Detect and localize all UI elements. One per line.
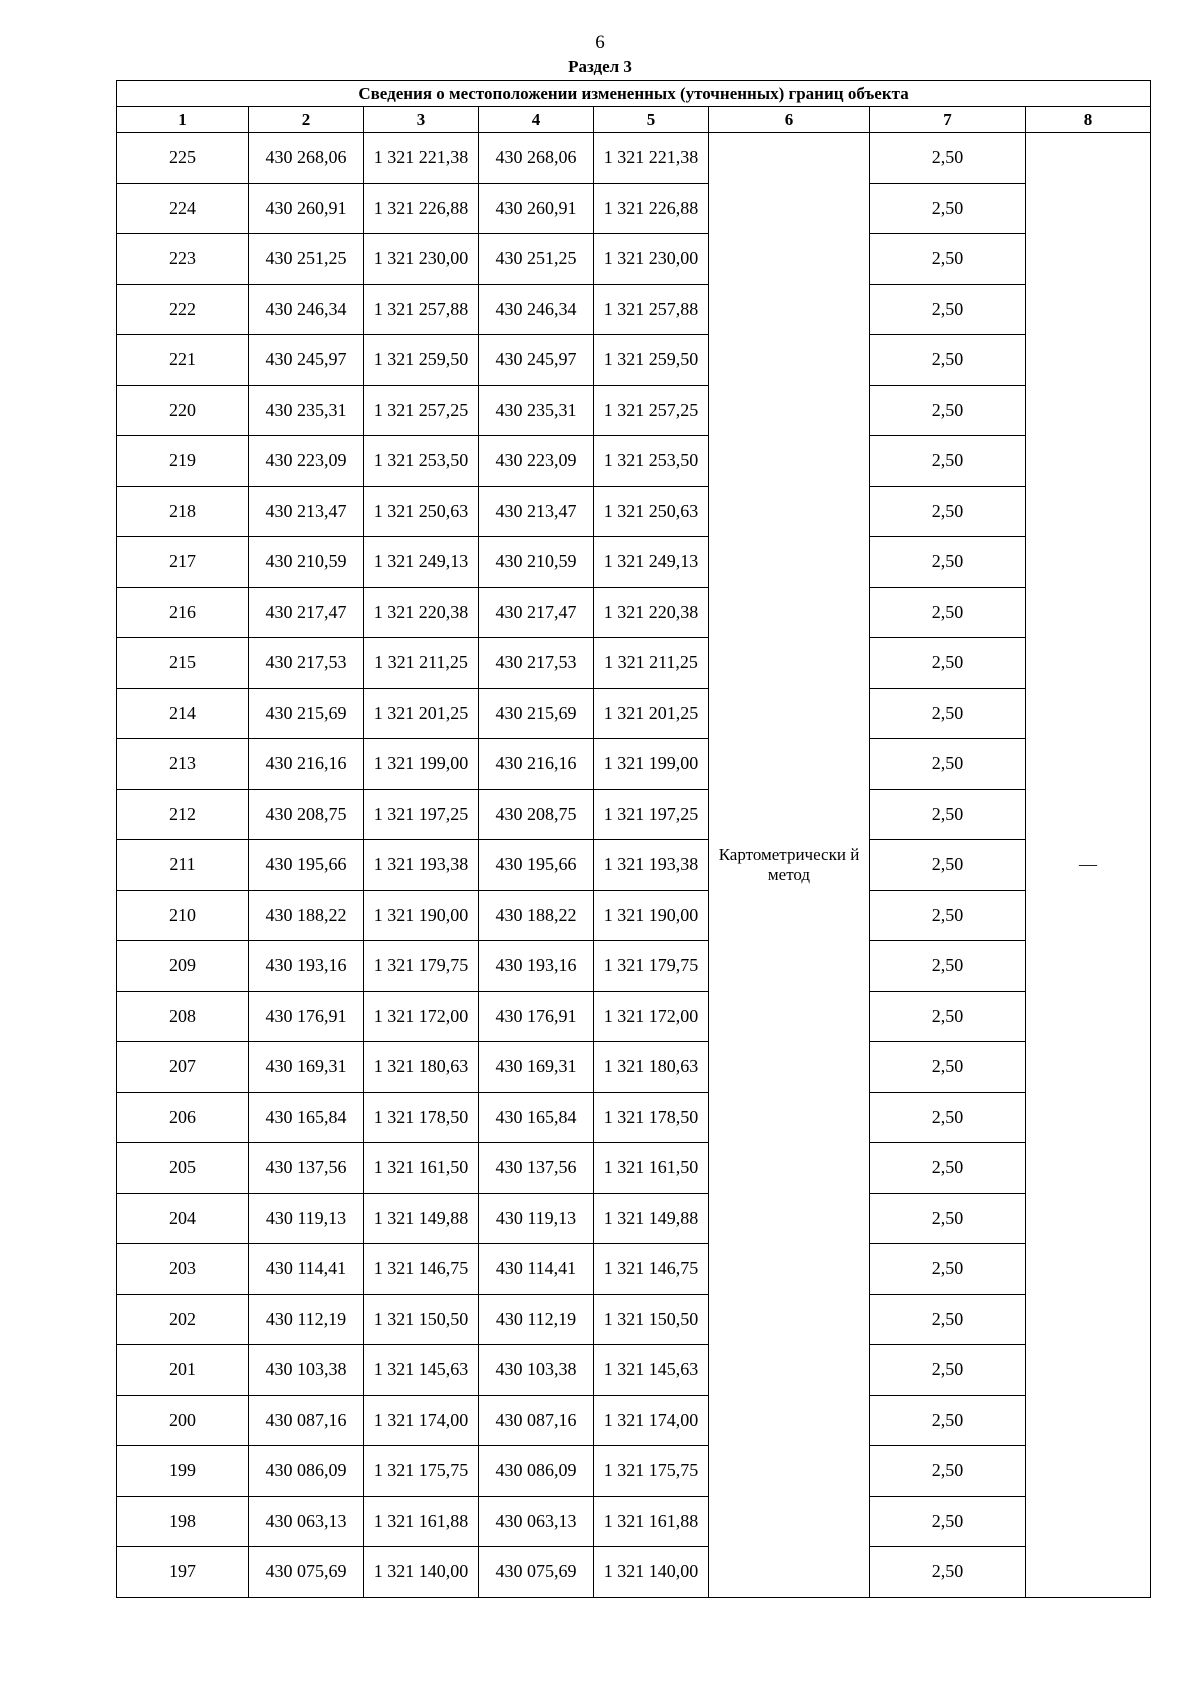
table-row <box>117 284 1151 335</box>
y-new-cell: 1 321 175,75 <box>594 1446 709 1497</box>
x-old-cell: 430 119,13 <box>249 1193 364 1244</box>
y-old-cell: 1 321 221,38 <box>364 133 479 184</box>
y-old-cell: 1 321 197,25 <box>364 789 479 840</box>
column-number: 8 <box>1026 107 1151 133</box>
y-old-cell: 1 321 180,63 <box>364 1042 479 1093</box>
accuracy-cell: 2,50 <box>870 739 1026 790</box>
y-old-cell: 1 321 257,88 <box>364 284 479 335</box>
x-old-cell: 430 268,06 <box>249 133 364 184</box>
x-old-cell: 430 114,41 <box>249 1244 364 1295</box>
table-row <box>117 890 1151 941</box>
x-old-cell: 430 260,91 <box>249 183 364 234</box>
point-number-cell: 207 <box>117 1042 249 1093</box>
table-row <box>117 1446 1151 1497</box>
table-row <box>117 638 1151 689</box>
column8-cell: — <box>1026 133 1151 1598</box>
y-old-cell: 1 321 230,00 <box>364 234 479 285</box>
y-new-cell: 1 321 221,38 <box>594 133 709 184</box>
x-new-cell: 430 176,91 <box>479 991 594 1042</box>
y-new-cell: 1 321 230,00 <box>594 234 709 285</box>
y-old-cell: 1 321 179,75 <box>364 941 479 992</box>
point-number-cell: 205 <box>117 1143 249 1194</box>
table-row <box>117 739 1151 790</box>
accuracy-cell: 2,50 <box>870 1547 1026 1598</box>
x-new-cell: 430 103,38 <box>479 1345 594 1396</box>
table-row <box>117 1345 1151 1396</box>
point-number-cell: 218 <box>117 486 249 537</box>
accuracy-cell: 2,50 <box>870 991 1026 1042</box>
table-row <box>117 991 1151 1042</box>
x-new-cell: 430 137,56 <box>479 1143 594 1194</box>
accuracy-cell: 2,50 <box>870 436 1026 487</box>
accuracy-cell: 2,50 <box>870 1193 1026 1244</box>
section-title: Раздел 3 <box>568 57 632 76</box>
y-new-cell: 1 321 149,88 <box>594 1193 709 1244</box>
x-new-cell: 430 169,31 <box>479 1042 594 1093</box>
table-row <box>117 385 1151 436</box>
x-old-cell: 430 246,34 <box>249 284 364 335</box>
x-new-cell: 430 188,22 <box>479 890 594 941</box>
accuracy-cell: 2,50 <box>870 284 1026 335</box>
y-old-cell: 1 321 161,50 <box>364 1143 479 1194</box>
y-new-cell: 1 321 250,63 <box>594 486 709 537</box>
accuracy-cell: 2,50 <box>870 335 1026 386</box>
accuracy-cell: 2,50 <box>870 890 1026 941</box>
x-old-cell: 430 087,16 <box>249 1395 364 1446</box>
coordinates-table <box>116 80 1151 1598</box>
x-new-cell: 430 075,69 <box>479 1547 594 1598</box>
table-row <box>117 1092 1151 1143</box>
table-row <box>117 941 1151 992</box>
x-new-cell: 430 215,69 <box>479 688 594 739</box>
x-old-cell: 430 188,22 <box>249 890 364 941</box>
y-old-cell: 1 321 249,13 <box>364 537 479 588</box>
table-row <box>117 587 1151 638</box>
accuracy-cell: 2,50 <box>870 133 1026 184</box>
y-new-cell: 1 321 178,50 <box>594 1092 709 1143</box>
page-number: 6 <box>595 32 605 53</box>
accuracy-cell: 2,50 <box>870 840 1026 891</box>
accuracy-cell: 2,50 <box>870 638 1026 689</box>
accuracy-cell: 2,50 <box>870 486 1026 537</box>
y-new-cell: 1 321 190,00 <box>594 890 709 941</box>
x-old-cell: 430 217,53 <box>249 638 364 689</box>
table-row <box>117 1496 1151 1547</box>
x-new-cell: 430 195,66 <box>479 840 594 891</box>
x-old-cell: 430 213,47 <box>249 486 364 537</box>
table-row <box>117 234 1151 285</box>
point-number-cell: 208 <box>117 991 249 1042</box>
column-number: 3 <box>364 107 479 133</box>
y-old-cell: 1 321 140,00 <box>364 1547 479 1598</box>
y-old-cell: 1 321 226,88 <box>364 183 479 234</box>
y-new-cell: 1 321 259,50 <box>594 335 709 386</box>
point-number-cell: 215 <box>117 638 249 689</box>
y-new-cell: 1 321 150,50 <box>594 1294 709 1345</box>
x-old-cell: 430 193,16 <box>249 941 364 992</box>
accuracy-cell: 2,50 <box>870 234 1026 285</box>
y-new-cell: 1 321 193,38 <box>594 840 709 891</box>
x-old-cell: 430 075,69 <box>249 1547 364 1598</box>
y-new-cell: 1 321 145,63 <box>594 1345 709 1396</box>
accuracy-cell: 2,50 <box>870 789 1026 840</box>
x-new-cell: 430 114,41 <box>479 1244 594 1295</box>
y-new-cell: 1 321 180,63 <box>594 1042 709 1093</box>
x-new-cell: 430 165,84 <box>479 1092 594 1143</box>
table-row <box>117 436 1151 487</box>
x-new-cell: 430 217,53 <box>479 638 594 689</box>
y-old-cell: 1 321 150,50 <box>364 1294 479 1345</box>
point-number-cell: 199 <box>117 1446 249 1497</box>
x-new-cell: 430 223,09 <box>479 436 594 487</box>
point-number-cell: 214 <box>117 688 249 739</box>
accuracy-cell: 2,50 <box>870 183 1026 234</box>
y-old-cell: 1 321 199,00 <box>364 739 479 790</box>
accuracy-cell: 2,50 <box>870 1496 1026 1547</box>
y-old-cell: 1 321 250,63 <box>364 486 479 537</box>
y-old-cell: 1 321 193,38 <box>364 840 479 891</box>
table-row <box>117 1143 1151 1194</box>
accuracy-cell: 2,50 <box>870 1092 1026 1143</box>
x-new-cell: 430 268,06 <box>479 133 594 184</box>
table-caption: Сведения о местоположении измененных (уточненных) границ объекта <box>117 81 1151 107</box>
y-new-cell: 1 321 172,00 <box>594 991 709 1042</box>
y-new-cell: 1 321 197,25 <box>594 789 709 840</box>
point-number-cell: 220 <box>117 385 249 436</box>
x-new-cell: 430 260,91 <box>479 183 594 234</box>
x-old-cell: 430 217,47 <box>249 587 364 638</box>
x-old-cell: 430 215,69 <box>249 688 364 739</box>
x-old-cell: 430 169,31 <box>249 1042 364 1093</box>
y-old-cell: 1 321 190,00 <box>364 890 479 941</box>
accuracy-cell: 2,50 <box>870 1042 1026 1093</box>
point-number-cell: 206 <box>117 1092 249 1143</box>
accuracy-cell: 2,50 <box>870 1294 1026 1345</box>
accuracy-cell: 2,50 <box>870 1446 1026 1497</box>
column-number: 7 <box>870 107 1026 133</box>
y-new-cell: 1 321 249,13 <box>594 537 709 588</box>
column-number: 1 <box>117 107 249 133</box>
y-new-cell: 1 321 140,00 <box>594 1547 709 1598</box>
point-number-cell: 212 <box>117 789 249 840</box>
table-row <box>117 335 1151 386</box>
x-old-cell: 430 112,19 <box>249 1294 364 1345</box>
point-number-cell: 222 <box>117 284 249 335</box>
accuracy-cell: 2,50 <box>870 688 1026 739</box>
accuracy-cell: 2,50 <box>870 385 1026 436</box>
x-new-cell: 430 086,09 <box>479 1446 594 1497</box>
x-new-cell: 430 193,16 <box>479 941 594 992</box>
point-number-cell: 225 <box>117 133 249 184</box>
point-number-cell: 201 <box>117 1345 249 1396</box>
y-old-cell: 1 321 178,50 <box>364 1092 479 1143</box>
y-old-cell: 1 321 174,00 <box>364 1395 479 1446</box>
x-new-cell: 430 216,16 <box>479 739 594 790</box>
accuracy-cell: 2,50 <box>870 1395 1026 1446</box>
y-old-cell: 1 321 172,00 <box>364 991 479 1042</box>
x-old-cell: 430 137,56 <box>249 1143 364 1194</box>
point-number-cell: 216 <box>117 587 249 638</box>
x-old-cell: 430 063,13 <box>249 1496 364 1547</box>
point-number-cell: 203 <box>117 1244 249 1295</box>
x-new-cell: 430 210,59 <box>479 537 594 588</box>
y-new-cell: 1 321 257,25 <box>594 385 709 436</box>
y-old-cell: 1 321 211,25 <box>364 638 479 689</box>
point-number-cell: 198 <box>117 1496 249 1547</box>
table-row <box>117 133 1151 184</box>
y-old-cell: 1 321 145,63 <box>364 1345 479 1396</box>
point-number-cell: 197 <box>117 1547 249 1598</box>
column-number: 4 <box>479 107 594 133</box>
y-new-cell: 1 321 253,50 <box>594 436 709 487</box>
x-old-cell: 430 195,66 <box>249 840 364 891</box>
x-old-cell: 430 210,59 <box>249 537 364 588</box>
x-old-cell: 430 251,25 <box>249 234 364 285</box>
table-row <box>117 1294 1151 1345</box>
point-number-cell: 200 <box>117 1395 249 1446</box>
point-number-cell: 217 <box>117 537 249 588</box>
x-new-cell: 430 208,75 <box>479 789 594 840</box>
table-row <box>117 183 1151 234</box>
x-old-cell: 430 223,09 <box>249 436 364 487</box>
y-new-cell: 1 321 161,50 <box>594 1143 709 1194</box>
x-new-cell: 430 235,31 <box>479 385 594 436</box>
x-old-cell: 430 208,75 <box>249 789 364 840</box>
x-old-cell: 430 086,09 <box>249 1446 364 1497</box>
accuracy-cell: 2,50 <box>870 537 1026 588</box>
y-old-cell: 1 321 161,88 <box>364 1496 479 1547</box>
accuracy-cell: 2,50 <box>870 1345 1026 1396</box>
x-new-cell: 430 246,34 <box>479 284 594 335</box>
point-number-cell: 209 <box>117 941 249 992</box>
table-row <box>117 1244 1151 1295</box>
table-row <box>117 789 1151 840</box>
point-number-cell: 223 <box>117 234 249 285</box>
accuracy-cell: 2,50 <box>870 587 1026 638</box>
x-new-cell: 430 119,13 <box>479 1193 594 1244</box>
x-new-cell: 430 112,19 <box>479 1294 594 1345</box>
point-number-cell: 204 <box>117 1193 249 1244</box>
table-body <box>117 133 1151 1598</box>
table-row <box>117 1547 1151 1598</box>
table-row <box>117 840 1151 891</box>
column-number: 5 <box>594 107 709 133</box>
table-row <box>117 537 1151 588</box>
x-old-cell: 430 245,97 <box>249 335 364 386</box>
y-new-cell: 1 321 146,75 <box>594 1244 709 1295</box>
point-number-cell: 213 <box>117 739 249 790</box>
y-new-cell: 1 321 201,25 <box>594 688 709 739</box>
point-number-cell: 211 <box>117 840 249 891</box>
x-new-cell: 430 251,25 <box>479 234 594 285</box>
y-new-cell: 1 321 179,75 <box>594 941 709 992</box>
column-number-row <box>117 107 1151 133</box>
table-row <box>117 688 1151 739</box>
point-number-cell: 221 <box>117 335 249 386</box>
table-row <box>117 1193 1151 1244</box>
y-old-cell: 1 321 149,88 <box>364 1193 479 1244</box>
accuracy-cell: 2,50 <box>870 1143 1026 1194</box>
x-new-cell: 430 217,47 <box>479 587 594 638</box>
point-number-cell: 202 <box>117 1294 249 1345</box>
y-new-cell: 1 321 174,00 <box>594 1395 709 1446</box>
x-new-cell: 430 213,47 <box>479 486 594 537</box>
point-number-cell: 224 <box>117 183 249 234</box>
method-cell: Картометрически й метод <box>709 133 870 1598</box>
y-new-cell: 1 321 220,38 <box>594 587 709 638</box>
x-old-cell: 430 235,31 <box>249 385 364 436</box>
table-row <box>117 1395 1151 1446</box>
x-old-cell: 430 176,91 <box>249 991 364 1042</box>
y-old-cell: 1 321 220,38 <box>364 587 479 638</box>
x-new-cell: 430 063,13 <box>479 1496 594 1547</box>
y-new-cell: 1 321 226,88 <box>594 183 709 234</box>
y-old-cell: 1 321 253,50 <box>364 436 479 487</box>
y-new-cell: 1 321 161,88 <box>594 1496 709 1547</box>
y-old-cell: 1 321 146,75 <box>364 1244 479 1295</box>
y-new-cell: 1 321 257,88 <box>594 284 709 335</box>
y-old-cell: 1 321 201,25 <box>364 688 479 739</box>
y-new-cell: 1 321 199,00 <box>594 739 709 790</box>
point-number-cell: 210 <box>117 890 249 941</box>
column-number: 6 <box>709 107 870 133</box>
column-number: 2 <box>249 107 364 133</box>
x-new-cell: 430 245,97 <box>479 335 594 386</box>
table-row <box>117 1042 1151 1093</box>
y-old-cell: 1 321 175,75 <box>364 1446 479 1497</box>
y-old-cell: 1 321 257,25 <box>364 385 479 436</box>
y-new-cell: 1 321 211,25 <box>594 638 709 689</box>
x-new-cell: 430 087,16 <box>479 1395 594 1446</box>
accuracy-cell: 2,50 <box>870 941 1026 992</box>
y-old-cell: 1 321 259,50 <box>364 335 479 386</box>
x-old-cell: 430 216,16 <box>249 739 364 790</box>
x-old-cell: 430 103,38 <box>249 1345 364 1396</box>
accuracy-cell: 2,50 <box>870 1244 1026 1295</box>
table-row <box>117 486 1151 537</box>
point-number-cell: 219 <box>117 436 249 487</box>
x-old-cell: 430 165,84 <box>249 1092 364 1143</box>
